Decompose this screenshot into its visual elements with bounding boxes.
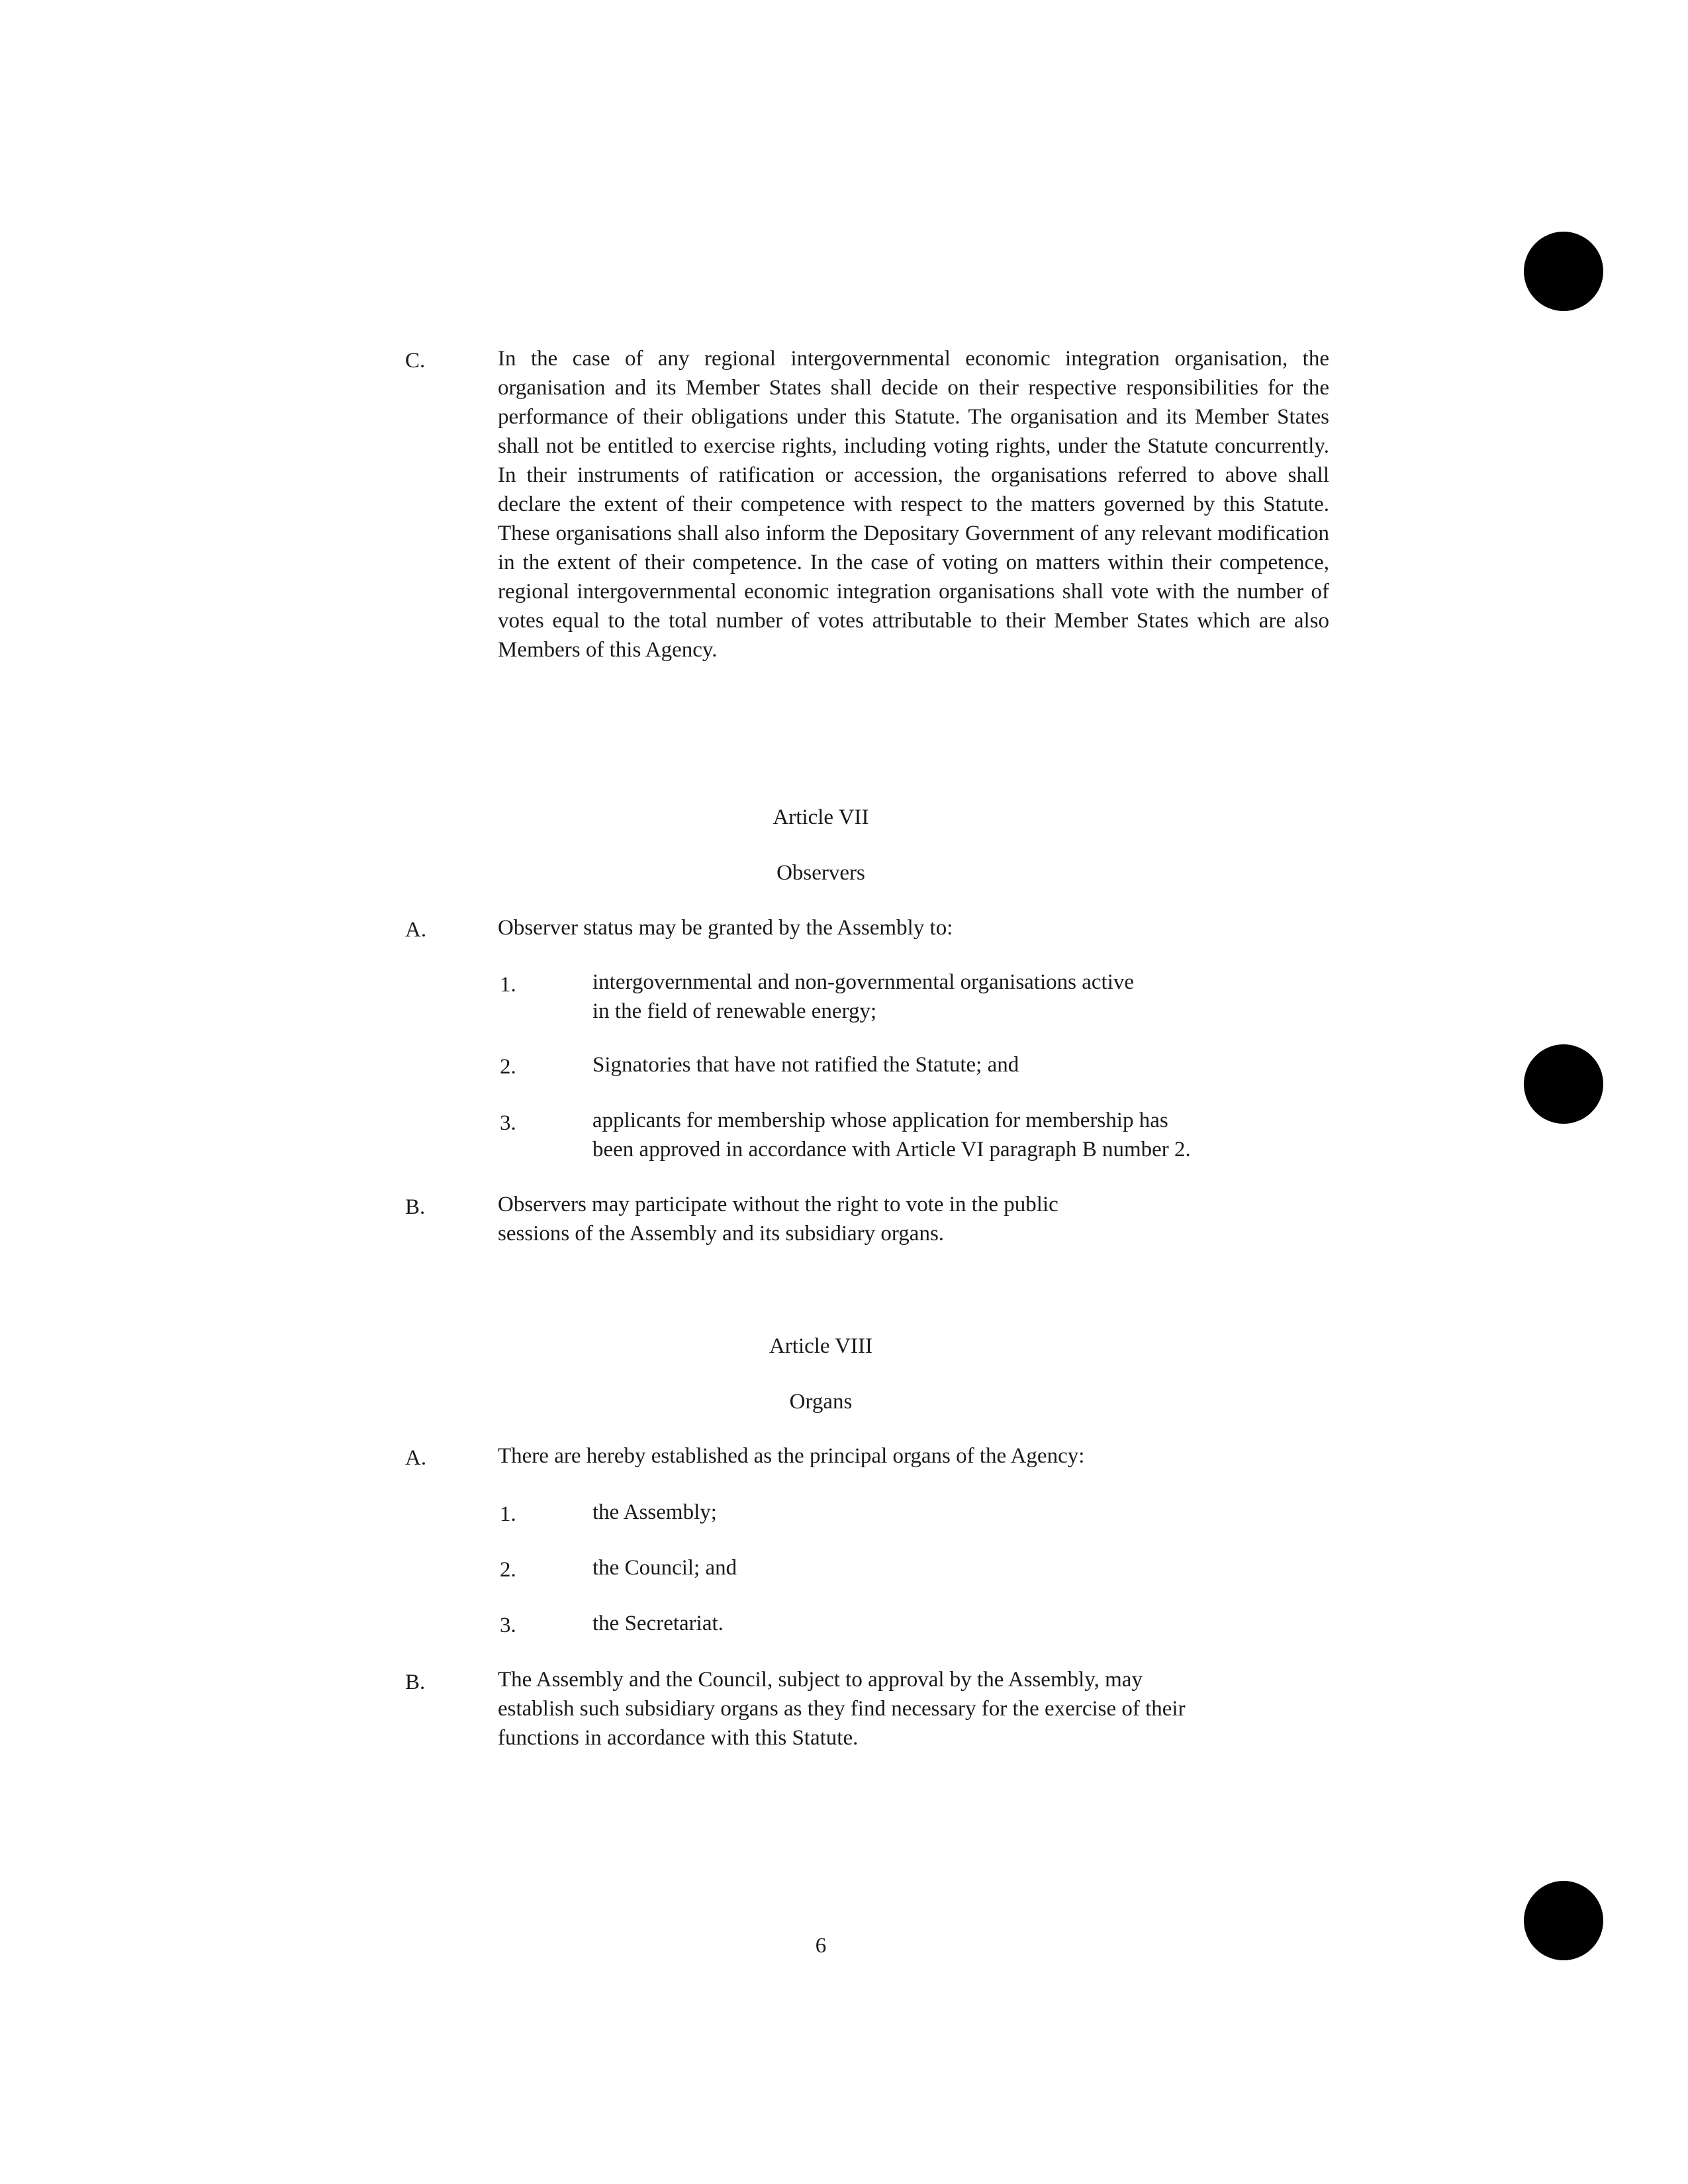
article-8-para-a-text: There are hereby established as the principal organs of the Agency: [498,1444,1085,1468]
article-7-item-3-line-1: applicants for membership whose application for membership has [592,1109,1168,1132]
article-8-item-2-number: 2. [500,1558,516,1582]
page-number: 6 [815,1934,827,1958]
section-c-label: C. [405,349,426,373]
article-8-title: Organs [789,1390,853,1414]
article-7-item-1-line-1: intergovernmental and non-governmental organisations active [592,970,1135,994]
article-7-item-3-number: 3. [500,1111,516,1135]
article-8-number: Article VIII [769,1334,873,1358]
article-7-item-1-text [592,968,1334,1026]
article-7-item-3-line-2: been approved in accordance with Article VI paragraph B number 2. [592,1138,1191,1161]
article-7-item-2-text [592,1050,1334,1079]
section-c-paragraph: In the case of any regional intergovernmental economic integration organisation, the organisation and its Member States shall decide on their respective responsibilities for the performance of their obligations under this Statute. The organisation and its Member States shall not be entitled to exercise rights, including voting rights, under the Statute concurrently. In their instruments of ratification or accession, the organisations referred to above shall declare the extent of their competence with respect to the matters governed by this Statute. These organisations shall also inform the Depositary Government of any relevant modification in the extent of their competence. In the case of voting on matters within their competence, regional intergovernmental economic integration organisations shall vote with the number of votes equal to the total number of votes attributable to their Member States which are also Members of this Agency. [498,347,1329,662]
article-7-item-2-number: 2. [500,1055,516,1079]
article-7-para-b-text [498,1190,1058,1248]
article-7-item-3-text [592,1106,1334,1164]
punch-hole-top [1524,232,1603,311]
article-7-para-a-label: A. [405,918,427,942]
article-8-para-b-line-2: establish such subsidiary organs as they find necessary for the exercise of their [498,1697,1186,1721]
article-7-para-b-line-1: Observers may participate without the right to vote in the public [498,1193,1058,1216]
article-8-item-2-text: the Council; and [592,1556,737,1580]
article-7-title: Observers [776,861,865,885]
punch-hole-middle [1524,1044,1603,1124]
article-8-para-b-line-3: functions in accordance with this Statute. [498,1726,859,1750]
article-7-item-1-line-2: in the field of renewable energy; [592,999,877,1023]
article-8-item-3-text: the Secretariat. [592,1612,724,1635]
article-7-para-a-text: Observer status may be granted by the Assembly to: [498,916,953,940]
article-8-para-b-text [498,1665,1186,1752]
article-7-number: Article VII [773,805,869,829]
article-8-item-3-number: 3. [500,1614,516,1637]
article-7-item-2-line-1: Signatories that have not ratified the Statute; and [592,1053,1019,1077]
article-8-item-1-number: 1. [500,1502,516,1526]
article-7-item-1-number: 1. [500,973,516,997]
article-7-para-b-label: B. [405,1195,426,1219]
article-8-para-b-label: B. [405,1670,426,1694]
article-8-para-b-line-1: The Assembly and the Council, subject to approval by the Assembly, may [498,1668,1143,1692]
article-8-para-a-label: A. [405,1446,427,1470]
article-8-item-1-text: the Assembly; [592,1500,717,1524]
article-7-para-b-line-2: sessions of the Assembly and its subsidiary organs. [498,1222,945,1246]
